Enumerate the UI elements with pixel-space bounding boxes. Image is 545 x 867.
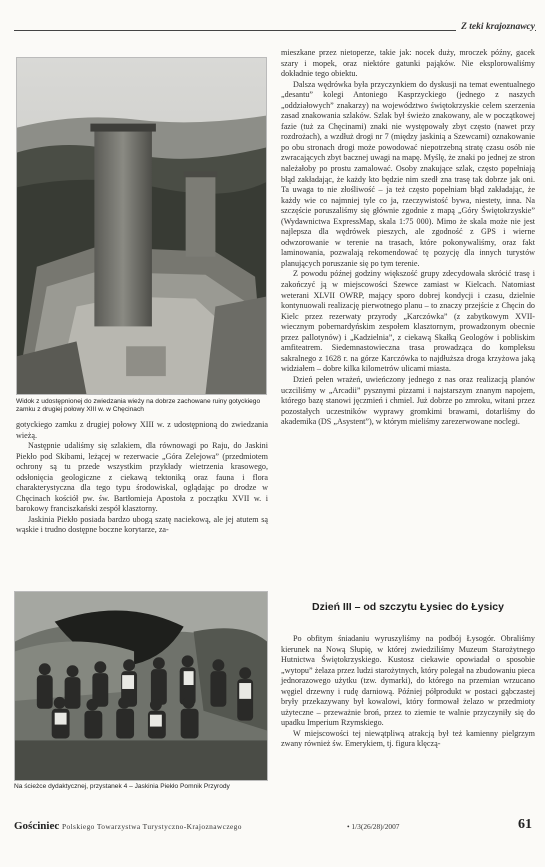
left-text-column: [16, 420, 268, 536]
paragraph: Z powodu późnej godziny większość grupy zdecydowała skrócić trasę i zakończyć ją w miejscowości Szewce zamiast w Kielcach. Natomiast weterani XLVII OWRP, mający sporo dobrej kondycji i czasu, dzielnie kontynuowali realizację pierwotnego planu – to znaczy przejście z Chęcin do Kielc przez rezerwaty przyrody „Karczówka” (z zabytkowym XVII-wiecznym pobernardyńskim zespołem klasztornym, prowadzonym obecnie przez pallotynów) i „Kadzielnia”, z ciekawą Skałką Geologów i pobliskim amfiteatrem. Siedemnastowieczna trasa prowadząca do kompleksu sakralnego z 1628 r. na górze Karczówka to najdłuższa droga krzyżowa jaką widziałem – dobre kilka kilometrów ulicami miasta.: [281, 269, 535, 374]
group-photo-caption: Na ścieżce dydaktycznej, przystanek 4 – Jaskinia Piekło Pomnik Przyrody: [14, 783, 230, 790]
castle-photo: [16, 57, 267, 395]
page-number: 61: [518, 817, 532, 832]
paragraph: Jaskinia Piekło posiada bardzo ubogą szatę naciekową, ale jej atutem są wąskie i trudno dostępne boczne korytarze, za-: [16, 514, 268, 535]
issue-number: • 1/3(26/28)/2007: [347, 822, 400, 831]
paragraph: Dzień pełen wrażeń, uwieńczony jednego z nas oraz realizacją planów uczciliśmy w „Arcadii” pysznymi pizzami i najstarszym znanym napojem, którego bazę stanowi jęczmień i chmiel. Już dobrze po zmroku, witani przez pozostałych uczestników wyprawy gromkimi brawami, dotarliśmy do akademika (DS „Asystent”), w którym mieliśmy zarezerwowane noclegi.: [281, 374, 535, 427]
paragraph: Następnie udaliśmy się szlakiem, dla równowagi po Raju, do Jaskini Piekło pod Skibami, leżącej w rezerwacie „Góra Zelejowa” (przedmiotem ochrony są tu przede wszystkim przykłady wietrzenia krasowego, odsłonięcia geologiczne z ciekawą tektoniką oraz fauna i flora charakterystyczna dla tego typu środowiskal, oglądając po drodze w Chęcinach kościół pw. św. Bartłomieja Apostoła z początku XVII w. i barokowy franciszkański zespół klasztorny.: [16, 441, 268, 514]
magazine-brand: Gościniec: [14, 820, 60, 832]
paragraph: mieszkane przez nietoperze, takie jak: nocek duży, mroczek późny, gacek szary i mopek, oraz niektóre gatunki pająków. Nie eksplorowaliśmy dokładnie tego obiektu.: [281, 48, 535, 79]
paragraph: W miejscowości tej niewątpliwą atrakcją był też kamienny pielgrzym zwany również św. Emerykiem, tj. figura klęczą-: [281, 728, 535, 749]
castle-photo-caption: Widok z udostępnionej do zwiedzania wieży na dobrze zachowane ruiny gotyckiego zamku z drugiej połowy XIII w. w Chęcinach: [16, 398, 261, 414]
paragraph: gotyckiego zamku z drugiej połowy XIII w. z udostępnioną do zwiedzania wieżą.: [16, 420, 268, 440]
section-heading: Dzień III – od szczytu Łysiec do Łysicy: [312, 601, 504, 613]
page-footer: [14, 817, 536, 835]
paragraph: Po obfitym śniadaniu wyruszyliśmy na podbój Łysogór. Obraliśmy kierunek na Nową Słupię, w której zwiedziliśmy Muzeum Starożytnego Hutnictwa Świętokrzyskiego. Kustosz ciekawie opowiadał o sposobie „wytopu” żelaza przez ludzi starożytnych, który polegał na zbudowaniu pieca jednorazowego użytku (tzw. dymarki), do którego na przemian wrzucano węgiel drzewny i rudę darniową. Później półprodukt w postaci gąbczastej bryły przekazywany był kowalowi, który formował żelazo w przedmioty użyteczne – przeważnie broń, przez to ziemie te walnie przyczyniły się do upadku Imperium Rzymskiego.: [281, 634, 535, 728]
publisher-name: Polskiego Towarzystwa Turystyczno-Krajoznawczego: [62, 822, 242, 831]
right-text-column-lower: [281, 634, 535, 750]
section-tag: Z teki krajoznawcy: [456, 22, 535, 32]
right-text-column: [281, 48, 535, 428]
paragraph: Dalsza wędrówka była przyczynkiem do dyskusji na temat ewentualnego „desantu” kolegi Antoniego Kasprzyckiego (jednego z naszych „oddziałowych” znakarzy) na województwo świętokrzyskie celem szerzenia zasad znakowania szlaków. Szlak był świeżo znakowany, ale w początkowej fazie (tuż za Chęcinami) znaki nie występowały zbyt często (nawet przy rozdrożach), a wzdłuż drogi nr 7 (między jaskinią a Szewcami) oznakowanie po obu stronach drogi może powodować niepotrzebną stratę czasu osób nie zwracających zbyt bacznej uwagi na mapę. Myślę, że znaki po jednej ze stron należałoby po prostu zamalować. Osoby znakujące szlak, często popełniają błąd zakładając, że każdy kto będzie nim szedł zna trasę tak dobrze jak oni. Ta uwaga to nie złośliwość – ja też często popełniam błąd zakładając, że każdy wie co najmniej tyle co ja, rzeczywistość bywa, niestety, inna. Na szczęście poruszaliśmy się głównie zgodnie z mapą „Góry Świętokrzyskie” (Wydawnictwa ExpressMap, skala 1:75 000). Mimo że skala może nie jest najlepsza dla wędrówek pieszych, ale zgodność z GPS i wierne odwzorowanie w terenie na trasach, które pokonywaliśmy, oraz fakt laminowania, pozwalają rekomendować tę pozycję dla innych turystów planujących poruszanie się po tym terenie.: [281, 79, 535, 268]
group-photo: [14, 591, 268, 781]
